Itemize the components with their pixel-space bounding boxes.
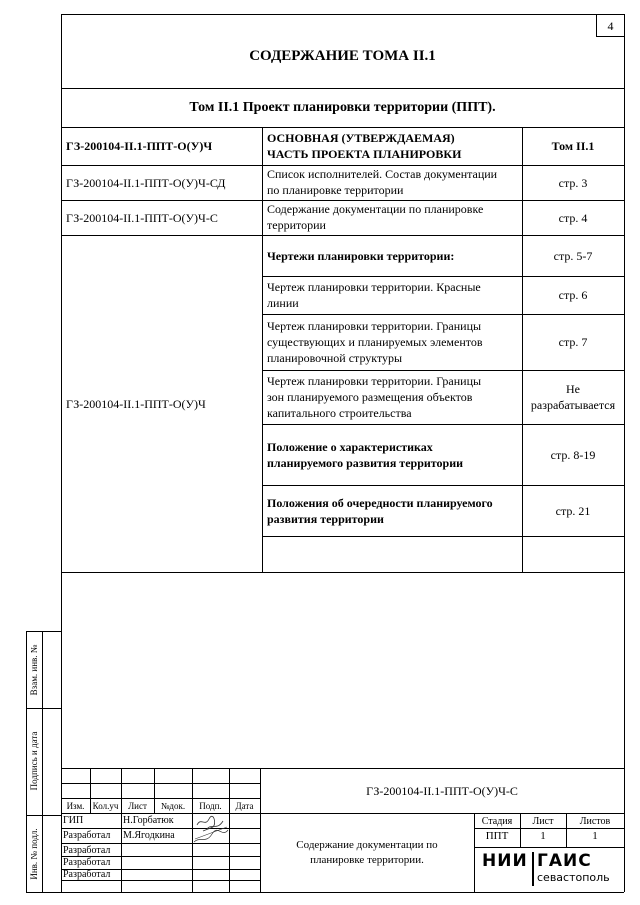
- doc-title: Содержание документации по планировке территории.: [296, 839, 438, 866]
- sheet-value: 1: [540, 830, 546, 842]
- role: Разработал: [63, 845, 111, 856]
- group-code: ГЗ-200104-II.1-ППТ-О(У)Ч: [66, 396, 206, 411]
- group-item-page: [522, 536, 624, 572]
- stage-header: Стадия: [481, 816, 513, 827]
- row-title: Содержание документации по планировке территории: [267, 202, 484, 232]
- sheets-header: Листов: [579, 816, 611, 827]
- col-podp: Подп.: [199, 801, 222, 811]
- person-name: Н.Горбатюк: [123, 815, 174, 826]
- group-item-page: стр. 21: [555, 503, 591, 518]
- group-item-page: Не разрабатывается: [530, 382, 616, 412]
- col-izm: Изм.: [66, 801, 85, 811]
- group-item-title: Чертежи планировки территории:: [267, 248, 455, 263]
- vzam-label: Взам. инв. №: [29, 644, 39, 696]
- col-kolych: Кол.уч: [92, 801, 119, 811]
- header-code: ГЗ-200104-II.1-ППТ-О(У)Ч: [66, 139, 213, 153]
- role: Разработал: [63, 830, 111, 841]
- stage-value: ППТ: [485, 830, 509, 842]
- group-item-title: Положения об очередности планируемого развития территории: [267, 495, 493, 526]
- role: Разработал: [63, 869, 111, 880]
- col-data: Дата: [235, 801, 254, 811]
- header-volume: Том II.1: [551, 139, 595, 153]
- group-item-title: Положение о характеристиках планируемого развития территории: [267, 439, 464, 470]
- niigais-logo: НИИ ГАИС севастополь: [482, 851, 610, 884]
- row-code: ГЗ-200104-II.1-ППТ-О(У)Ч-С: [66, 210, 218, 225]
- stamp-code: ГЗ-200104-II.1-ППТ-О(У)Ч-С: [366, 784, 518, 798]
- signature-2: [192, 826, 230, 846]
- group-item-page: стр. 5-7: [553, 248, 593, 263]
- group-item-page: стр. 6: [558, 288, 588, 302]
- col-list: Лист: [128, 801, 147, 811]
- inv-label: Инв. № подл.: [29, 828, 39, 880]
- podpis-label: Подпись и дата: [29, 731, 39, 791]
- sheet-header: Лист: [532, 816, 554, 827]
- group-item-title: Чертеж планировки территории. Границы зон планируемого размещения объектов капитального строительства: [267, 374, 482, 420]
- group-item-title: Чертеж планировки территории. Красные линии: [267, 280, 481, 310]
- group-item-page: стр. 7: [558, 335, 588, 349]
- sheets-value: 1: [592, 830, 598, 842]
- group-item-title: [262, 536, 522, 572]
- person-name: М.Ягодкина: [123, 830, 175, 841]
- row-title: Список исполнителей. Состав документации по планировке территории: [267, 167, 498, 197]
- row-page: стр. 4: [558, 210, 588, 225]
- col-ndok: №док.: [160, 801, 186, 811]
- role: Разработал: [63, 857, 111, 868]
- sheet-number: 4: [607, 19, 614, 33]
- volume-heading: Том II.1 Проект планировки территории (ППТ).: [189, 100, 496, 115]
- role: ГИП: [63, 815, 84, 826]
- page-title: СОДЕРЖАНИЕ ТОМА II.1: [249, 48, 436, 64]
- group-item-title: Чертеж планировки территории. Границы существующих и планируемых элементов планировочной структуры: [267, 319, 483, 365]
- header-section: ОСНОВНАЯ (УТВЕРЖДАЕМАЯ) ЧАСТЬ ПРОЕКТА ПЛАНИРОВКИ: [267, 131, 462, 161]
- row-page: стр. 3: [558, 175, 588, 190]
- row-code: ГЗ-200104-II.1-ППТ-О(У)Ч-СД: [66, 175, 226, 190]
- group-item-page: стр. 8-19: [550, 447, 596, 462]
